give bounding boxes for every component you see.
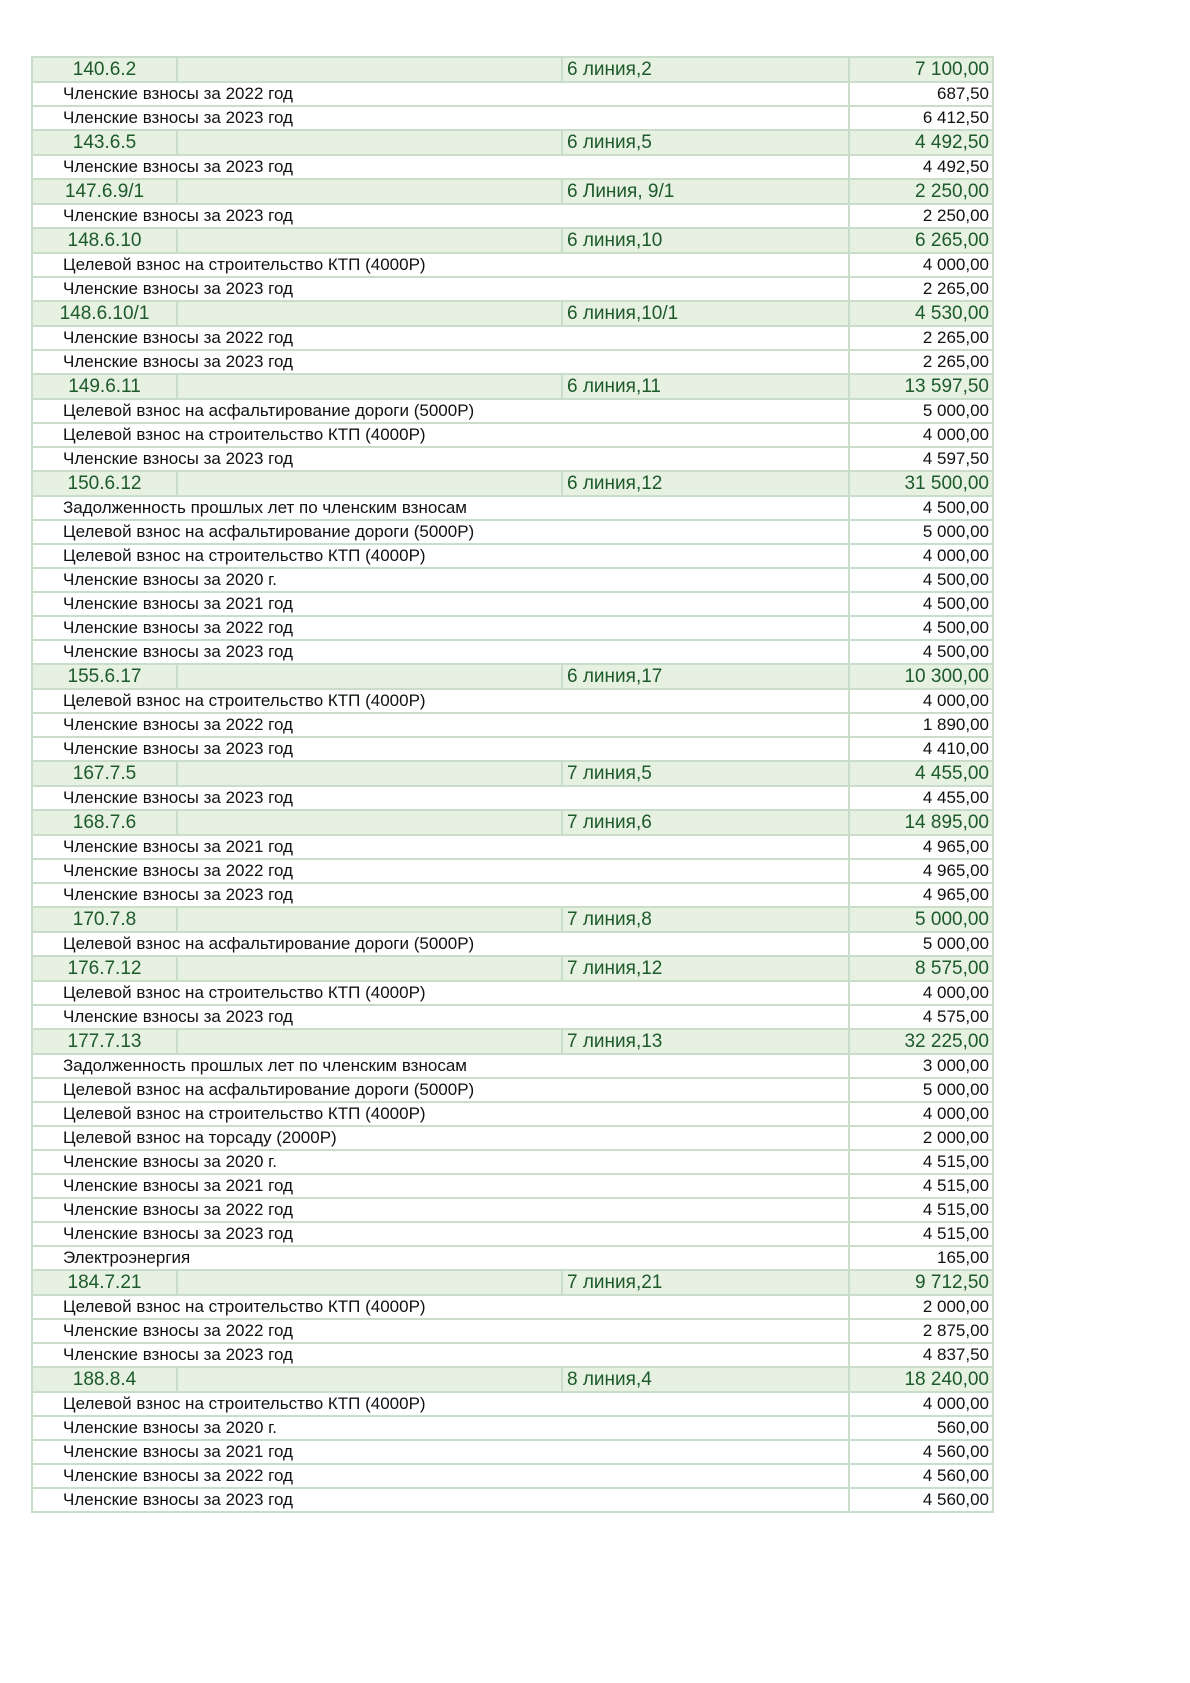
charge-amount: 4 455,00 — [849, 786, 993, 810]
charge-description: Членские взносы за 2023 год — [32, 155, 849, 179]
plot-address: 7 линия,8 — [562, 907, 849, 932]
charge-amount: 4 500,00 — [849, 616, 993, 640]
plot-summary-row — [32, 664, 993, 689]
blank-cell — [177, 1029, 562, 1054]
charge-description: Задолженность прошлых лет по членским взносам — [32, 1054, 849, 1078]
charge-amount: 5 000,00 — [849, 399, 993, 423]
charge-description: Целевой взнос на строительство КТП (4000Р) — [32, 689, 849, 713]
charge-description: Членские взносы за 2023 год — [32, 786, 849, 810]
charge-description: Членские взносы за 2023 год — [32, 640, 849, 664]
charge-description: Членские взносы за 2023 год — [32, 883, 849, 907]
charge-row — [32, 1464, 993, 1488]
plot-total: 2 250,00 — [849, 179, 993, 204]
charge-description: Целевой взнос на строительство КТП (4000Р) — [32, 1392, 849, 1416]
charge-row — [32, 106, 993, 130]
charge-row — [32, 1198, 993, 1222]
charge-amount: 4 515,00 — [849, 1222, 993, 1246]
charge-row — [32, 399, 993, 423]
charge-row — [32, 1295, 993, 1319]
charge-row — [32, 713, 993, 737]
charge-amount: 1 890,00 — [849, 713, 993, 737]
plot-code: 170.7.8 — [32, 907, 177, 932]
charge-amount: 4 515,00 — [849, 1174, 993, 1198]
charge-amount: 2 250,00 — [849, 204, 993, 228]
charge-row — [32, 932, 993, 956]
charge-row — [32, 786, 993, 810]
charge-row — [32, 737, 993, 761]
charge-description: Членские взносы за 2020 г. — [32, 1150, 849, 1174]
charge-amount: 4 965,00 — [849, 835, 993, 859]
charge-row — [32, 423, 993, 447]
charge-amount: 2 875,00 — [849, 1319, 993, 1343]
charge-row — [32, 544, 993, 568]
charge-row — [32, 82, 993, 106]
blank-cell — [177, 761, 562, 786]
plot-address: 6 линия,17 — [562, 664, 849, 689]
plot-address: 6 линия,11 — [562, 374, 849, 399]
charge-description: Членские взносы за 2021 год — [32, 1174, 849, 1198]
plot-total: 10 300,00 — [849, 664, 993, 689]
charge-row — [32, 1488, 993, 1512]
charge-amount: 3 000,00 — [849, 1054, 993, 1078]
plot-summary-row — [32, 810, 993, 835]
charge-row — [32, 350, 993, 374]
plot-summary-row — [32, 471, 993, 496]
plot-summary-row — [32, 130, 993, 155]
charge-amount: 4 000,00 — [849, 1392, 993, 1416]
charge-row — [32, 1078, 993, 1102]
charge-description: Членские взносы за 2022 год — [32, 616, 849, 640]
plot-total: 9 712,50 — [849, 1270, 993, 1295]
plot-summary-row — [32, 907, 993, 932]
charge-row — [32, 1222, 993, 1246]
charge-amount: 4 000,00 — [849, 689, 993, 713]
charge-amount: 4 965,00 — [849, 883, 993, 907]
charge-description: Членские взносы за 2022 год — [32, 326, 849, 350]
charge-amount: 4 560,00 — [849, 1440, 993, 1464]
charge-amount: 560,00 — [849, 1416, 993, 1440]
plot-summary-row — [32, 374, 993, 399]
plot-total: 4 455,00 — [849, 761, 993, 786]
charge-description: Членские взносы за 2020 г. — [32, 1416, 849, 1440]
plot-address: 6 линия,2 — [562, 57, 849, 82]
blank-cell — [177, 471, 562, 496]
charge-row — [32, 253, 993, 277]
accounts-table — [31, 56, 994, 1513]
charge-description: Членские взносы за 2023 год — [32, 737, 849, 761]
plot-address: 7 линия,12 — [562, 956, 849, 981]
charge-description: Целевой взнос на асфальтирование дороги (5000Р) — [32, 399, 849, 423]
plot-summary-row — [32, 179, 993, 204]
charge-row — [32, 689, 993, 713]
charge-description: Целевой взнос на строительство КТП (4000Р) — [32, 253, 849, 277]
plot-code: 148.6.10/1 — [32, 301, 177, 326]
charge-description: Целевой взнос на строительство КТП (4000Р) — [32, 1295, 849, 1319]
charge-description: Членские взносы за 2023 год — [32, 1005, 849, 1029]
charge-amount: 5 000,00 — [849, 932, 993, 956]
charge-description: Членские взносы за 2022 год — [32, 1319, 849, 1343]
charge-description: Целевой взнос на строительство КТП (4000Р) — [32, 1102, 849, 1126]
plot-code: 140.6.2 — [32, 57, 177, 82]
charge-amount: 2 265,00 — [849, 326, 993, 350]
blank-cell — [177, 1367, 562, 1392]
charge-amount: 4 410,00 — [849, 737, 993, 761]
charge-amount: 4 000,00 — [849, 423, 993, 447]
plot-summary-row — [32, 301, 993, 326]
plot-code: 177.7.13 — [32, 1029, 177, 1054]
charge-row — [32, 592, 993, 616]
charge-amount: 687,50 — [849, 82, 993, 106]
charge-row — [32, 568, 993, 592]
plot-address: 7 линия,13 — [562, 1029, 849, 1054]
charge-row — [32, 883, 993, 907]
charge-description: Членские взносы за 2020 г. — [32, 568, 849, 592]
charge-amount: 4 965,00 — [849, 859, 993, 883]
plot-total: 8 575,00 — [849, 956, 993, 981]
charge-amount: 4 000,00 — [849, 253, 993, 277]
charge-description: Членские взносы за 2023 год — [32, 1222, 849, 1246]
plot-code: 155.6.17 — [32, 664, 177, 689]
plot-total: 18 240,00 — [849, 1367, 993, 1392]
charge-row — [32, 496, 993, 520]
charge-description: Целевой взнос на строительство КТП (4000Р) — [32, 544, 849, 568]
plot-total: 4 492,50 — [849, 130, 993, 155]
charge-description: Целевой взнос на асфальтирование дороги (5000Р) — [32, 932, 849, 956]
plot-address: 7 линия,21 — [562, 1270, 849, 1295]
charge-amount: 5 000,00 — [849, 520, 993, 544]
plot-summary-row — [32, 1270, 993, 1295]
charge-row — [32, 1174, 993, 1198]
blank-cell — [177, 179, 562, 204]
blank-cell — [177, 57, 562, 82]
charge-description: Членские взносы за 2022 год — [32, 1464, 849, 1488]
charge-description: Членские взносы за 2021 год — [32, 835, 849, 859]
plot-address: 7 линия,6 — [562, 810, 849, 835]
charge-amount: 2 265,00 — [849, 277, 993, 301]
plot-address: 6 линия,5 — [562, 130, 849, 155]
charge-amount: 2 265,00 — [849, 350, 993, 374]
charge-amount: 4 500,00 — [849, 592, 993, 616]
plot-address: 7 линия,5 — [562, 761, 849, 786]
plot-address: 6 линия,10/1 — [562, 301, 849, 326]
charge-description: Членские взносы за 2023 год — [32, 447, 849, 471]
charge-row — [32, 155, 993, 179]
charge-description: Членские взносы за 2022 год — [32, 82, 849, 106]
charge-description: Членские взносы за 2023 год — [32, 1488, 849, 1512]
charge-amount: 4 597,50 — [849, 447, 993, 471]
blank-cell — [177, 956, 562, 981]
charge-description: Членские взносы за 2022 год — [32, 713, 849, 737]
charge-description: Членские взносы за 2022 год — [32, 859, 849, 883]
plot-code: 184.7.21 — [32, 1270, 177, 1295]
charge-amount: 6 412,50 — [849, 106, 993, 130]
charge-row — [32, 1005, 993, 1029]
accounts-table-body — [32, 57, 993, 1512]
charge-amount: 4 000,00 — [849, 981, 993, 1005]
plot-total: 31 500,00 — [849, 471, 993, 496]
charge-row — [32, 1054, 993, 1078]
plot-address: 8 линия,4 — [562, 1367, 849, 1392]
plot-address: 6 линия,10 — [562, 228, 849, 253]
charge-description: Целевой взнос на торсаду (2000Р) — [32, 1126, 849, 1150]
charge-description: Членские взносы за 2021 год — [32, 1440, 849, 1464]
charge-description: Членские взносы за 2023 год — [32, 277, 849, 301]
plot-total: 32 225,00 — [849, 1029, 993, 1054]
charge-amount: 4 560,00 — [849, 1488, 993, 1512]
charge-description: Электроэнергия — [32, 1246, 849, 1270]
charge-row — [32, 981, 993, 1005]
charge-description: Целевой взнос на асфальтирование дороги (5000Р) — [32, 1078, 849, 1102]
charge-amount: 2 000,00 — [849, 1295, 993, 1319]
charge-description: Членские взносы за 2022 год — [32, 1198, 849, 1222]
plot-code: 148.6.10 — [32, 228, 177, 253]
blank-cell — [177, 374, 562, 399]
charge-amount: 4 500,00 — [849, 496, 993, 520]
charge-description: Целевой взнос на строительство КТП (4000Р) — [32, 423, 849, 447]
plot-address: 6 линия,12 — [562, 471, 849, 496]
charge-row — [32, 1440, 993, 1464]
charge-amount: 165,00 — [849, 1246, 993, 1270]
plot-summary-row — [32, 1029, 993, 1054]
plot-total: 13 597,50 — [849, 374, 993, 399]
plot-total: 4 530,00 — [849, 301, 993, 326]
charge-amount: 4 500,00 — [849, 640, 993, 664]
blank-cell — [177, 301, 562, 326]
charge-description: Членские взносы за 2023 год — [32, 350, 849, 374]
blank-cell — [177, 228, 562, 253]
charge-row — [32, 859, 993, 883]
plot-code: 167.7.5 — [32, 761, 177, 786]
plot-summary-row — [32, 956, 993, 981]
plot-total: 6 265,00 — [849, 228, 993, 253]
blank-cell — [177, 130, 562, 155]
charge-amount: 4 560,00 — [849, 1464, 993, 1488]
charge-row — [32, 1343, 993, 1367]
charge-amount: 4 492,50 — [849, 155, 993, 179]
charge-row — [32, 640, 993, 664]
charge-description: Членские взносы за 2023 год — [32, 106, 849, 130]
charge-row — [32, 1150, 993, 1174]
charge-row — [32, 1246, 993, 1270]
charge-amount: 4 575,00 — [849, 1005, 993, 1029]
charge-row — [32, 1416, 993, 1440]
charge-description: Членские взносы за 2021 год — [32, 592, 849, 616]
charge-amount: 4 500,00 — [849, 568, 993, 592]
blank-cell — [177, 664, 562, 689]
blank-cell — [177, 1270, 562, 1295]
plot-code: 147.6.9/1 — [32, 179, 177, 204]
charge-description: Задолженность прошлых лет по членским взносам — [32, 496, 849, 520]
plot-total: 14 895,00 — [849, 810, 993, 835]
plot-total: 5 000,00 — [849, 907, 993, 932]
charge-row — [32, 447, 993, 471]
charge-description: Членские взносы за 2023 год — [32, 204, 849, 228]
charge-amount: 2 000,00 — [849, 1126, 993, 1150]
plot-code: 150.6.12 — [32, 471, 177, 496]
charge-row — [32, 520, 993, 544]
charge-amount: 4 515,00 — [849, 1198, 993, 1222]
charge-row — [32, 1126, 993, 1150]
charge-amount: 4 515,00 — [849, 1150, 993, 1174]
charge-row — [32, 204, 993, 228]
charge-amount: 4 000,00 — [849, 544, 993, 568]
plot-summary-row — [32, 1367, 993, 1392]
plot-code: 143.6.5 — [32, 130, 177, 155]
charge-description: Целевой взнос на строительство КТП (4000Р) — [32, 981, 849, 1005]
plot-summary-row — [32, 761, 993, 786]
plot-address: 6 Линия, 9/1 — [562, 179, 849, 204]
blank-cell — [177, 907, 562, 932]
charge-amount: 5 000,00 — [849, 1078, 993, 1102]
blank-cell — [177, 810, 562, 835]
charge-description: Членские взносы за 2023 год — [32, 1343, 849, 1367]
plot-code: 149.6.11 — [32, 374, 177, 399]
charge-row — [32, 326, 993, 350]
charge-row — [32, 1102, 993, 1126]
plot-code: 176.7.12 — [32, 956, 177, 981]
plot-total: 7 100,00 — [849, 57, 993, 82]
charge-row — [32, 616, 993, 640]
charge-row — [32, 1319, 993, 1343]
charge-row — [32, 835, 993, 859]
charge-row — [32, 277, 993, 301]
plot-summary-row — [32, 57, 993, 82]
charge-row — [32, 1392, 993, 1416]
charge-amount: 4 000,00 — [849, 1102, 993, 1126]
charge-amount: 4 837,50 — [849, 1343, 993, 1367]
charge-description: Целевой взнос на асфальтирование дороги (5000Р) — [32, 520, 849, 544]
plot-summary-row — [32, 228, 993, 253]
plot-code: 188.8.4 — [32, 1367, 177, 1392]
plot-code: 168.7.6 — [32, 810, 177, 835]
